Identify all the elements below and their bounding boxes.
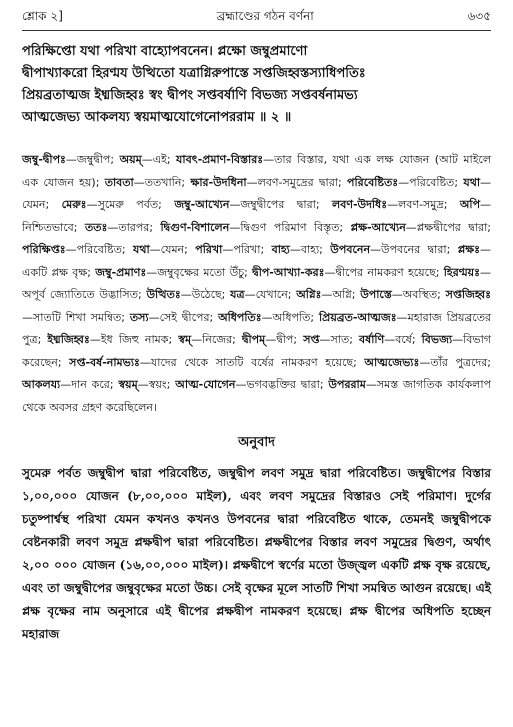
synonym-term: দ্বীপম্ xyxy=(241,333,266,346)
synonym-term: যত্র xyxy=(230,288,245,301)
synonym-meaning: নিশ্চিতভাবে xyxy=(22,220,74,234)
synonym-meaning: অগ্নি xyxy=(332,288,352,301)
synonym-meaning: মহারাজ প্রিয়ব্রতের পুত্র xyxy=(22,310,492,346)
synonym-meaning: তারপর xyxy=(118,220,150,234)
synonym-term: যাবৎ-প্রমাণ-বিস্তারঃ xyxy=(176,153,264,166)
synonym-meaning: অধিপতি xyxy=(272,310,311,324)
synonym-meaning: অবস্থিত xyxy=(402,288,438,301)
synonym-term: উপবনেন xyxy=(330,243,371,256)
synonym-meaning: নিজের xyxy=(202,333,233,346)
synonym-term: ইধ্মজিহ্বঃ xyxy=(47,333,90,346)
synonym-term: উপররাম xyxy=(328,378,366,391)
synonym-meaning: একটি প্লক্ষ বৃক্ষ xyxy=(22,265,88,279)
synonym-term: স্বয়ম্ xyxy=(118,378,138,391)
page-number: ৬৩৫ xyxy=(467,9,491,23)
synonym-meaning: লবণ-সমুদ্রের দ্বারা xyxy=(257,175,338,189)
synonym-meaning: সমস্ত জাগতিক কার্যকলাপ থেকে অবসর গ্রহণ করেছিলেন xyxy=(22,378,492,414)
synonym-term: লবণ-উদধিঃ xyxy=(332,198,388,211)
synonym-term: পরিখা xyxy=(195,243,223,256)
sanskrit-verse xyxy=(22,41,491,129)
synonym-term: উত্থিতঃ xyxy=(146,288,181,301)
synonym-term: অপি xyxy=(459,198,481,211)
synonym-meaning: ভগবদ্ভক্তির দ্বারা xyxy=(246,378,320,391)
synonym-term: জম্বু-প্রমাণঃ xyxy=(95,265,147,279)
synonym-meaning: সাতটি শিখা সমন্বিত xyxy=(33,310,122,324)
verse-line: প্রিয়ব্রতাত্মজ ইধ্মজিহ্বঃ স্বং দ্বীপং সপ্তবর্ষাণি বিভজ্য সপ্তবর্ষনামভ্য xyxy=(22,88,358,103)
synonym-meaning: পরিবেষ্টিত xyxy=(409,175,455,189)
synonym-meaning: বিভাগ করেছেন xyxy=(22,333,492,369)
synonym-term: ততঃ xyxy=(84,220,108,234)
synonym-term: পরিবেষ্টিতঃ xyxy=(347,175,399,189)
translation-heading: অনুবাদ xyxy=(238,435,275,450)
synonym-term: আত্মজেভ্যঃ xyxy=(364,355,420,369)
synonym-term: জম্বু-আখ্যেন xyxy=(174,198,230,211)
synonym-term: হিরণ্ময়ঃ xyxy=(443,265,481,279)
synonym-term: বর্ষাণি xyxy=(359,333,385,346)
synonym-term: যথা xyxy=(463,175,481,189)
synonym-meaning: প্লক্ষদ্বীপের দ্বারা xyxy=(416,220,488,234)
verse-line: আত্মজেভ্য আকলয্য স্বয়মাত্মযোগেনোপররাম ॥ ২ ॥ xyxy=(22,110,292,125)
synonym-term: দ্বিগুণ-বিশালেন xyxy=(160,220,230,234)
synonym-meaning: দ্বীপ xyxy=(276,333,294,346)
page-header xyxy=(22,8,491,31)
synonym-meaning: যাদের থেকে সাতটি বর্ষের নামকরণ হয়েছে xyxy=(150,355,354,369)
verse-line: দ্বীপাখ্যাকরো হিরণ্ময উত্থিতো যত্রাগ্নিরুপাস্তে সপ্তজিহ্বস্তস্যাধিপতিঃ xyxy=(22,66,366,81)
synonym-meaning: পরিবেষ্টিত xyxy=(76,243,122,256)
synonym-term: মেরুঃ xyxy=(61,198,87,211)
synonym-term: প্লক্ষঃ xyxy=(457,243,481,256)
synonym-meaning: দ্বিগুণ পরিমাণ বিস্তৃত xyxy=(240,220,340,234)
synonym-meaning: ততখানি xyxy=(144,175,182,189)
synonym-meaning: জম্বুবৃক্ষের মতো উঁচু xyxy=(157,265,245,279)
synonym-term: সপ্ত-বর্ষ-নামভ্যঃ xyxy=(69,355,140,369)
synonym-term: প্লক্ষ-আখ্যেন xyxy=(350,220,406,234)
synonym-term: অয়ম্ xyxy=(119,153,142,166)
synonym-meaning: ইধ জিহু নামক xyxy=(100,333,169,346)
synonym-term: পরিক্ষিপ্তঃ xyxy=(22,243,66,256)
synonym-meaning: দ্বীপের নামকরণ হয়েছে xyxy=(335,265,436,279)
synonym-meaning: সুমেরু পর্বত xyxy=(97,198,159,211)
synonym-meaning: পরিখা xyxy=(233,243,261,256)
synonym-term: যথা xyxy=(132,243,150,256)
synonym-meaning: বর্ষে xyxy=(395,333,412,346)
synonym-meaning: এই xyxy=(152,153,167,166)
synonym-meaning: তাঁর পুত্রদের xyxy=(430,355,488,369)
synonym-meaning: লবণ-সমুদ্র xyxy=(398,198,444,211)
synonym-term: তাবতা xyxy=(104,175,134,189)
synonym-meaning: উঠেছে xyxy=(191,288,222,301)
chapter-title: ব্রহ্মাণ্ডের গঠন বর্ণনা xyxy=(216,9,314,23)
verse-line: পরিক্ষিপ্তো যথা পরিখা বাহ্যোপবনেন। প্লক্ষো জম্বুপ্রমাণো xyxy=(22,44,308,59)
synonym-term: জম্বু-দ্বীপঃ xyxy=(22,153,66,166)
synonym-term: বিভজ্য xyxy=(421,333,453,346)
synonym-meaning: দান করে xyxy=(71,378,110,391)
translation-text: সুমেরু পর্বত জম্বুদ্বীপ দ্বারা পরিবেষ্টিত, জম্বুদ্বীপ লবণ সমুদ্র দ্বারা পরিবেষ্টিত। জম্বুদ্বীপের বিস্তার ১,০০,০০০ যোজন (৮,০০,০০০ মাইল), এবং লবণ সমুদ্রের বিস্তারও সেই পরিমাণ। দুর্গের চতুষ্পার্শ্বস্থ পরিখা যেমন কখনও কখনও উপবনের দ্বারা পরিবেষ্টিত থাকে, তেমনই জম্বুদ্বীপকে বেষ্টনকারী লবণ সমুদ্র প্লক্ষদ্বীপ দ্বারা পরিবেষ্টিত। প্লক্ষদ্বীপের বিস্তার লবণ সমুদ্রের দ্বিগুণ, অর্থাৎ ২,০০ ০০০ যোজন (১৬,০০,০০০ মাইল)। প্লক্ষদ্বীপে স্বর্ণের মতো উজ্জ্বল একটি প্লক্ষ বৃক্ষ রয়েছে, এবং তা জম্বুদ্বীপের জম্বুবৃক্ষের মতো উচ্চ। সেই বৃক্ষের মূলে সাতটি শিখা সমন্বিত আগুন রয়েছে। এই প্লক্ষ বৃক্ষের নাম অনুসারে এই দ্বীপের প্লক্ষদ্বীপ নামকরণ হয়েছে। প্লক্ষ দ্বীপের অধিপতি হচ্ছেন মহারাজ xyxy=(22,466,491,641)
synonym-term: সপ্তজিহ্বঃ xyxy=(445,288,492,301)
synonym-meaning: যেমন xyxy=(160,243,185,256)
synonym-term: স্বম্ xyxy=(178,333,192,346)
synonym-term: আত্ম-যোগেন xyxy=(175,378,236,391)
synonym-meaning: জম্বুদ্বীপ xyxy=(76,153,111,166)
synonym-meaning: সেই দ্বীপের xyxy=(159,310,210,324)
synonym-term: আকলয্য xyxy=(22,378,61,391)
word-for-word-synonyms: জম্বু-দ্বীপঃ—জম্বুদ্বীপ; অয়ম্—এই; যাবৎ-প্রমাণ-বিস্তারঃ—তার বিস্তার, যথা এক লক্ষ যোজন (আট মাইলে এক যোজন হয়); তাবতা—ততখানি; ক্ষার-উদধিনা—লবণ-সমুদ্রের দ্বারা; পরিবেষ্টিতঃ—পরিবেষ্টিত; যথা—যেমন; মেরুঃ—সুমেরু পর্বত; জম্বু-আখ্যেন—জম্বুদ্বীপের দ্বারা; লবণ-উদধিঃ—লবণ-সমুদ্র; অপি—নিশ্চিতভাবে; ততঃ—তারপর; দ্বিগুণ-বিশালেন—দ্বিগুণ পরিমাণ বিস্তৃত; প্লক্ষ-আখ্যেন—প্লক্ষদ্বীপের দ্বারা; পরিক্ষিপ্তঃ—পরিবেষ্টিত; যথা—যেমন; পরিখা—পরিখা; বাহ্য—বাহ্য; উপবনেন—উপবনের দ্বারা; প্লক্ষঃ—একটি প্লক্ষ বৃক্ষ; জম্বু-প্রমাণঃ—জম্বুবৃক্ষের মতো উঁচু; দ্বীপ-আখ্যা-করঃ—দ্বীপের নামকরণ হয়েছে; হিরণ্ময়ঃ—অপূর্ব জ্যোতিতে উদ্ভাসিত; উত্থিতঃ—উঠেছে; যত্র—যেখানে; অগ্নিঃ—অগ্নি; উপাস্তে—অবস্থিত; সপ্তজিহ্বঃ—সাতটি শিখা সমন্বিত; তস্য—সেই দ্বীপের; অধিপতিঃ—অধিপতি; প্রিয়ব্রত-আত্মজঃ—মহারাজ প্রিয়ব্রতের পুত্র; ইধ্মজিহ্বঃ—ইধ জিহু নামক; স্বম্—নিজের; দ্বীপম্—দ্বীপ; সপ্ত—সাত; বর্ষাণি—বর্ষে; বিভজ্য—বিভাগ করেছেন; সপ্ত-বর্ষ-নামভ্যঃ—যাদের থেকে সাতটি বর্ষের নামকরণ হয়েছে; আত্মজেভ্যঃ—তাঁর পুত্রদের; আকলয্য—দান করে; স্বয়ম্—স্বয়ং; আত্ম-যোগেন—ভগবদ্ভক্তির দ্বারা; উপররাম—সমস্ত জাগতিক কার্যকলাপ থেকে অবসর গ্রহণ করেছিলেন। xyxy=(22,153,492,414)
synonym-meaning: উপবনের দ্বারা xyxy=(381,243,447,256)
synonym-term: উপাস্তে xyxy=(360,288,392,301)
synonym-meaning: জম্বুদ্বীপের দ্বারা xyxy=(240,198,316,211)
synonym-term: অগ্নিঃ xyxy=(296,288,322,301)
synonym-term: ক্ষার-উদধিনা xyxy=(190,175,247,189)
synonym-term: তস্য xyxy=(129,310,149,324)
synonym-meaning: অপূর্ব জ্যোতিতে উদ্ভাসিত xyxy=(22,288,138,301)
synonym-term: বাহ্য xyxy=(271,243,290,256)
synonym-meaning: বাহ্য xyxy=(300,243,320,256)
synonym-term: সপ্ত xyxy=(303,333,320,346)
synonym-term: অধিপতিঃ xyxy=(218,310,262,324)
verse-reference: শ্লোক ২] xyxy=(22,9,63,23)
synonym-meaning: সাত xyxy=(330,333,350,346)
synonym-meaning: যেমন xyxy=(22,198,46,211)
synonym-meaning: স্বয়ং xyxy=(148,378,167,391)
synonym-term: প্রিয়ব্রত-আত্মজঃ xyxy=(318,310,397,324)
synonym-term: দ্বীপ-আখ্যা-করঃ xyxy=(252,265,325,279)
synonym-meaning: তার বিস্তার, যথা এক লক্ষ যোজন (আট মাইলে এক যোজন হয়) xyxy=(22,153,492,189)
synonym-meaning: যেখানে xyxy=(255,288,288,301)
